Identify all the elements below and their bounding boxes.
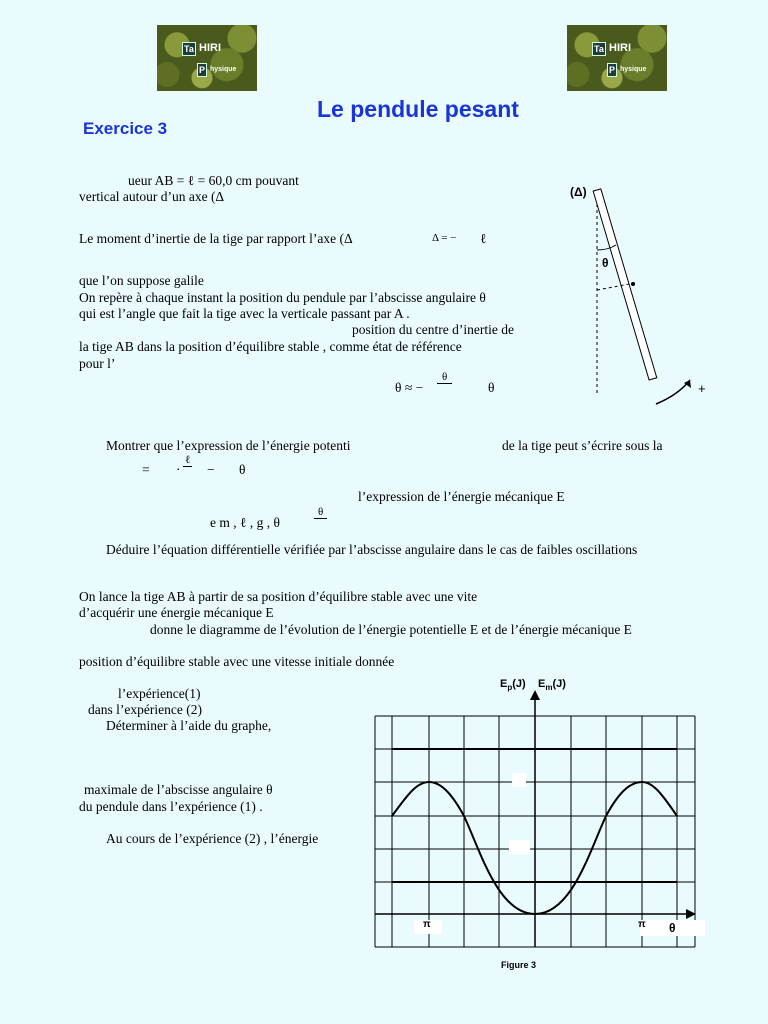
text-line: de la tige peut s’écrire sous la — [502, 438, 663, 453]
logo-left — [157, 25, 257, 91]
approx-formula: θ ≈ − — [395, 380, 424, 395]
formula-part: θ — [314, 506, 327, 519]
text-line: la tige AB dans la position d’équilibre stable , comme état de référence — [79, 339, 462, 354]
text-line: d’acquérir une énergie mécanique E — [79, 605, 274, 620]
center-of-inertia — [631, 282, 635, 286]
formula-part: ℓ — [185, 454, 191, 466]
logo-text-bottom: hysique — [620, 66, 647, 73]
rotation-sign: + — [698, 381, 706, 396]
text-line: l’expression de l’énergie mécanique E — [358, 489, 565, 504]
formula-part: = — [142, 462, 150, 477]
text-line: pour l’ — [79, 356, 116, 371]
text-line: maximale de l’abscisse angulaire θ — [84, 782, 273, 797]
logo-text-top: HIRI — [199, 42, 221, 54]
masked-value — [509, 840, 530, 854]
angle-label: θ — [602, 256, 609, 270]
pendulum-diagram — [560, 180, 710, 410]
logo-box-bottom: P — [199, 65, 206, 75]
y-axis-label-mechanical: $E_m(J)$ — [538, 678, 566, 693]
logo-text-top: HIRI — [609, 42, 631, 54]
text-line: que l’on suppose galile — [79, 273, 204, 288]
text-line: vertical autour d’un axe (Δ — [79, 189, 225, 204]
logo-text-bottom: hysique — [210, 66, 237, 73]
page-title: Le pendule pesant — [317, 96, 519, 122]
logo-box-bottom: P — [609, 65, 616, 75]
logo-box-top: Ta — [184, 44, 194, 54]
exercise-heading: Exercice 3 — [83, 119, 168, 138]
text-line: Montrer que l’expression de l’énergie potenti — [106, 438, 351, 453]
text-line: Déduire l’équation différentielle vérifiée par l’abscisse angulaire dans le cas de faibles oscillations — [106, 542, 638, 557]
x-axis-label: θ — [669, 921, 676, 935]
text-line: On repère à chaque instant la position du pendule par l’abscisse angulaire θ — [79, 290, 486, 305]
text-line: position d’équilibre stable avec une vitesse initiale donnée — [79, 654, 395, 669]
text-line: dans l’expérience (2) — [88, 702, 202, 717]
text-line: Déterminer à l’aide du graphe, — [106, 718, 272, 733]
logo-box-top: Ta — [594, 44, 604, 54]
formula-part: · — [176, 462, 181, 477]
formula-part: − — [207, 462, 215, 477]
text-line: e m , ℓ , g , θ — [210, 515, 280, 530]
text-line: Au cours de l’expérience (2) , l’énergie — [106, 831, 319, 846]
logo-right — [567, 25, 667, 91]
text-line: l’expérience(1) — [118, 686, 201, 701]
text-line: Δ = − — [432, 232, 457, 244]
rod — [593, 189, 657, 380]
formula-part: θ — [239, 462, 246, 477]
y-axis-label-potential: $E_p(J)$ — [500, 678, 526, 693]
arrowhead-icon — [684, 380, 691, 388]
text-line: donne le diagramme de l’évolution de l’énergie potentielle E et de l’énergie mécanique E — [150, 622, 632, 637]
text-line: Le moment d’inertie de la tige par rapport l’axe (Δ — [79, 231, 353, 246]
text-line: position du centre d’inertie de — [352, 322, 514, 337]
tick-left-pi: π — [423, 919, 431, 930]
approx-formula-num: θ — [437, 371, 452, 384]
tick-right-pi: π — [638, 919, 646, 930]
axis-label: (Δ) — [570, 185, 587, 199]
approx-formula-theta: θ — [488, 380, 495, 395]
text-line: ueur AB = ℓ = 60,0 cm pouvant — [128, 173, 299, 188]
text-line: ℓ — [480, 231, 487, 246]
figure-caption: Figure 3 — [501, 960, 537, 970]
text-line: On lance la tige AB à partir de sa position d’équilibre stable avec une vite — [79, 589, 478, 604]
text-line: qui est l’angle que fait la tige avec la verticale passant par A . — [79, 306, 410, 321]
text-line: du pendule dans l’expérience (1) . — [79, 799, 263, 814]
masked-value — [512, 773, 526, 787]
